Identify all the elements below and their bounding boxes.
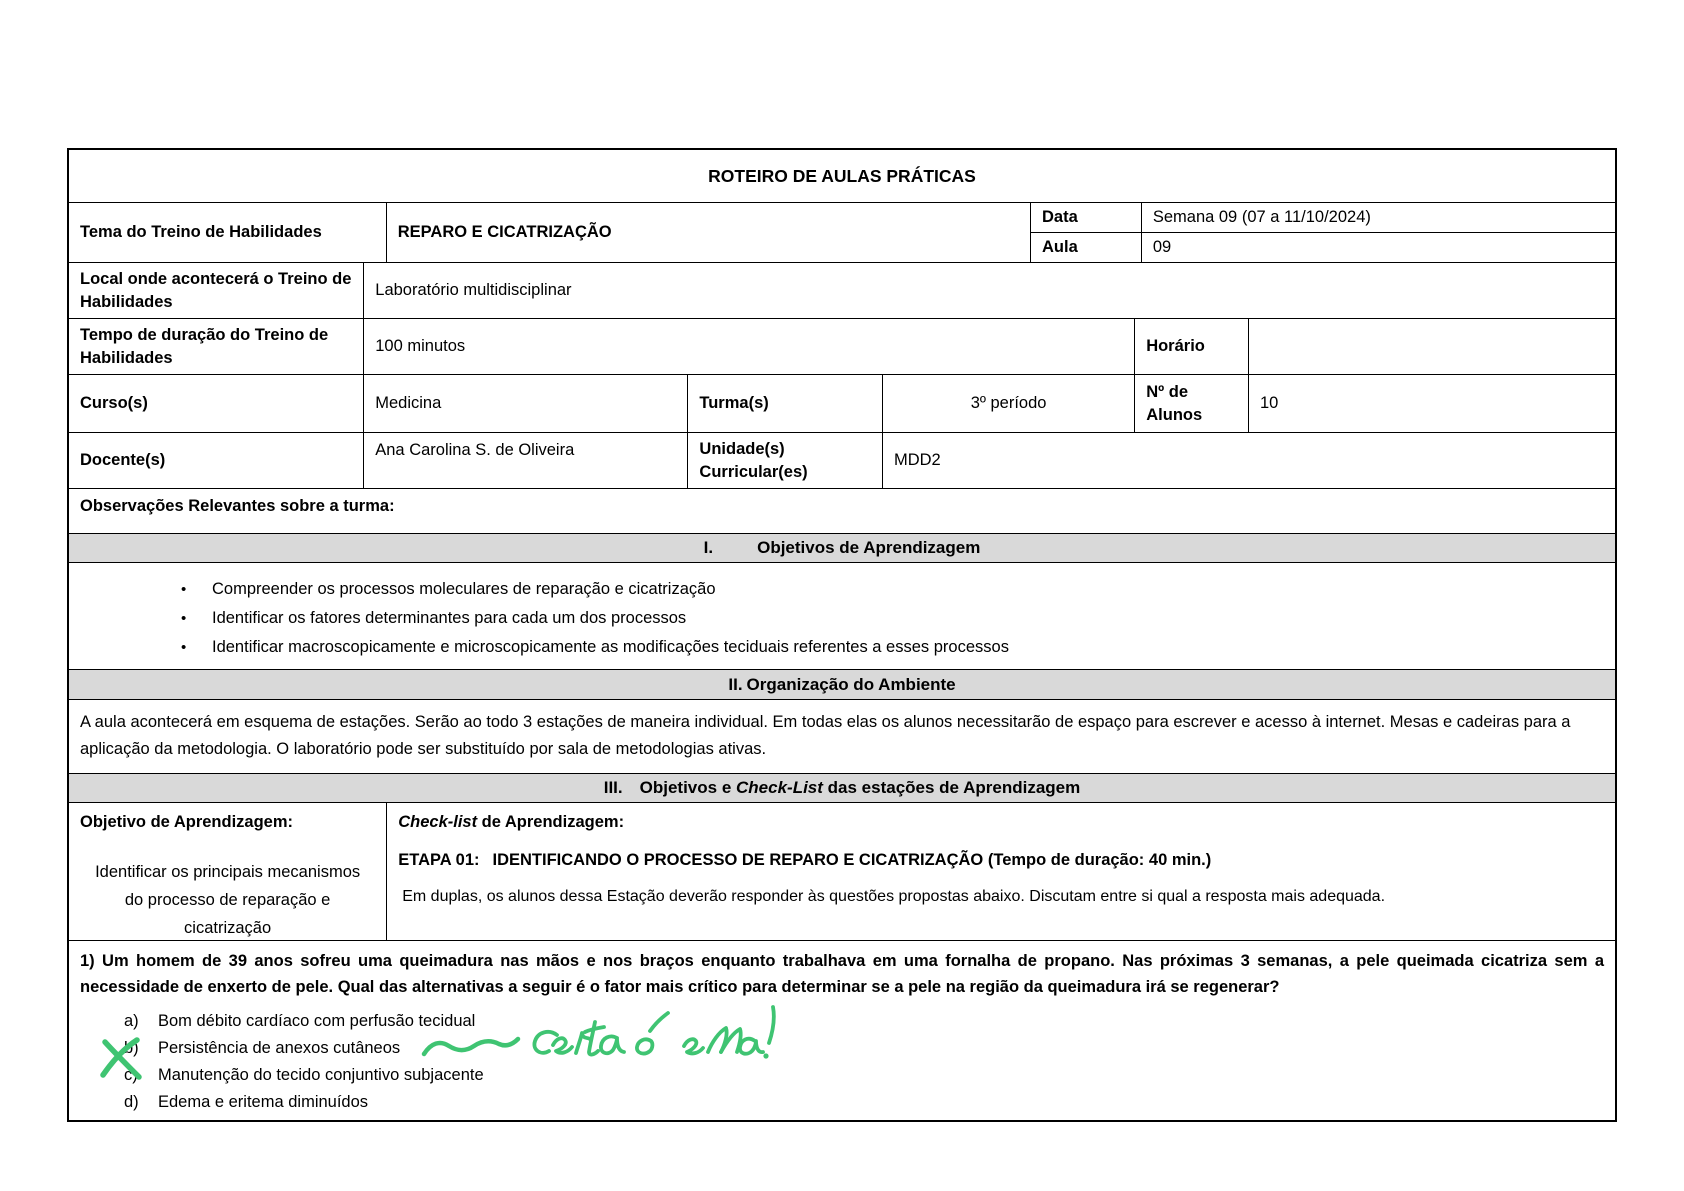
roteiro-table <box>67 148 1617 1122</box>
curso-value: Medicina <box>363 375 687 432</box>
horario-label: Horário <box>1134 319 1248 374</box>
alunos-label: Nº de Alunos <box>1134 375 1248 432</box>
list-item <box>181 604 1615 633</box>
checklist-cell <box>386 803 1615 940</box>
option-c-text: Manutenção do tecido conjuntivo subjacente <box>158 1066 484 1084</box>
option-d-letter: d) <box>124 1093 139 1111</box>
aula-value: 09 <box>1141 233 1615 262</box>
local-value: Laboratório multidisciplinar <box>363 263 1615 318</box>
tempo-row <box>69 318 1615 374</box>
local-label: Local onde acontecerá o Treino de Habilidades <box>80 269 352 311</box>
bullet-icon: • <box>181 610 187 627</box>
document-title: ROTEIRO DE AULAS PRÁTICAS <box>708 165 976 186</box>
checklist-label: Check-list de Aprendizagem: <box>398 813 625 831</box>
options-list <box>80 1008 1604 1116</box>
docente-row <box>69 432 1615 488</box>
bullet-icon: • <box>181 581 187 598</box>
option-a-text: Bom débito cardíaco com perfusão tecidual <box>158 1012 476 1030</box>
option-b-text: Persistência de anexos cutâneos <box>158 1039 401 1057</box>
docente-label: Docente(s) <box>80 451 166 469</box>
etapa-title-line <box>398 849 1604 872</box>
question-text: 1) Um homem de 39 anos sofreu uma queimadura nas mãos e nos braços enquanto trabalhava em uma fornalha de propano. Nas próximas 3 semanas, a pele queimada cicatriza sem a necessidade de enxerto de pele. Qual das alternativas a seguir é o fator mais crítico para determinar se a pele na região da queimadura irá se regenerar? <box>80 952 1604 996</box>
objetivo-text: Identificar os principais mecanismos do processo de reparação e cicatrização <box>95 863 361 937</box>
option-a-letter: a) <box>124 1012 139 1030</box>
section2-title: Organização do Ambiente <box>746 674 956 694</box>
station-row <box>69 802 1615 940</box>
objective-text: Compreender os processos moleculares de reparação e cicatrização <box>212 580 716 598</box>
objectives-block <box>69 562 1615 669</box>
section2-number: II. <box>728 674 743 694</box>
option-b-letter: b) <box>124 1039 139 1057</box>
section1-number: I. <box>703 538 714 557</box>
section3-header <box>69 773 1615 802</box>
data-label: Data <box>1042 208 1078 226</box>
horario-value <box>1248 319 1615 374</box>
docente-value: Ana Carolina S. de Oliveira <box>363 433 687 488</box>
turma-label: Turma(s) <box>687 375 882 432</box>
bullet-icon: • <box>181 639 187 656</box>
section2-header <box>69 669 1615 699</box>
curso-label: Curso(s) <box>80 394 148 412</box>
checklist-italic-word: Check-List <box>736 778 823 797</box>
etapa-instructions: Em duplas, os alunos dessa Estação deverão responder às questões propostas abaixo. Discutam entre si qual a resposta mais adequada. <box>402 888 1386 905</box>
curso-row <box>69 374 1615 432</box>
section3-number: III. <box>603 778 623 797</box>
section3-title: Objetivos e Check-List das estações de Aprendizagem <box>639 778 1081 797</box>
data-aula-group <box>1030 203 1615 262</box>
alunos-value: 10 <box>1248 375 1615 432</box>
section1-title: Objetivos de Aprendizagem <box>757 538 981 557</box>
option-d <box>80 1089 1604 1116</box>
local-row <box>69 262 1615 318</box>
option-a <box>80 1008 1604 1035</box>
option-b <box>80 1035 1604 1062</box>
tema-row <box>69 202 1615 262</box>
environment-paragraph: A aula acontecerá em esquema de estações. Serão ao todo 3 estações de maneira individual. Em todas elas os alunos necessitarão de espaço para escrever e acesso à internet. Mesas e cadeiras para a aplicação da metodologia. O laboratório pode ser substituído por sala de metodologias ativas. <box>80 713 1571 758</box>
etapa-title: IDENTIFICANDO O PROCESSO DE REPARO E CICATRIZAÇÃO (Tempo de duração: 40 min.) <box>492 851 1212 869</box>
objetivo-cell <box>69 803 386 940</box>
observacoes-row <box>69 488 1615 533</box>
objective-text: Identificar os fatores determinantes para cada um dos processos <box>212 609 687 627</box>
data-value: Semana 09 (07 a 11/10/2024) <box>1141 203 1615 232</box>
tema-label: Tema do Treino de Habilidades <box>80 223 322 241</box>
question-block <box>69 941 1615 1120</box>
unidade-value: MDD2 <box>882 433 1615 488</box>
tempo-label: Tempo de duração do Treino de Habilidades <box>80 325 329 367</box>
aula-subrow <box>1031 232 1615 262</box>
section1-header <box>69 533 1615 562</box>
aula-label: Aula <box>1042 238 1078 256</box>
option-d-text: Edema e eritema diminuídos <box>158 1093 369 1111</box>
option-c-letter: c) <box>124 1066 138 1084</box>
title-row <box>69 150 1615 202</box>
tempo-value: 100 minutos <box>363 319 1134 374</box>
tema-value: REPARO E CICATRIZAÇÃO <box>386 203 1030 262</box>
question-row <box>69 940 1615 1120</box>
objetivo-label: Objetivo de Aprendizagem: <box>80 813 294 831</box>
list-item <box>181 633 1615 662</box>
environment-block <box>69 699 1615 773</box>
unidade-label: Unidade(s) Curricular(es) <box>687 433 882 488</box>
objectives-list <box>69 563 1615 669</box>
data-subrow <box>1031 203 1615 232</box>
option-c <box>80 1062 1604 1089</box>
etapa-label: ETAPA 01: <box>398 851 480 869</box>
turma-value: 3º período <box>882 375 1134 432</box>
objective-text: Identificar macroscopicamente e microscopicamente as modificações teciduais referentes a esses processos <box>212 638 1009 656</box>
observacoes-label: Observações Relevantes sobre a turma: <box>80 497 395 515</box>
list-item <box>181 575 1615 604</box>
